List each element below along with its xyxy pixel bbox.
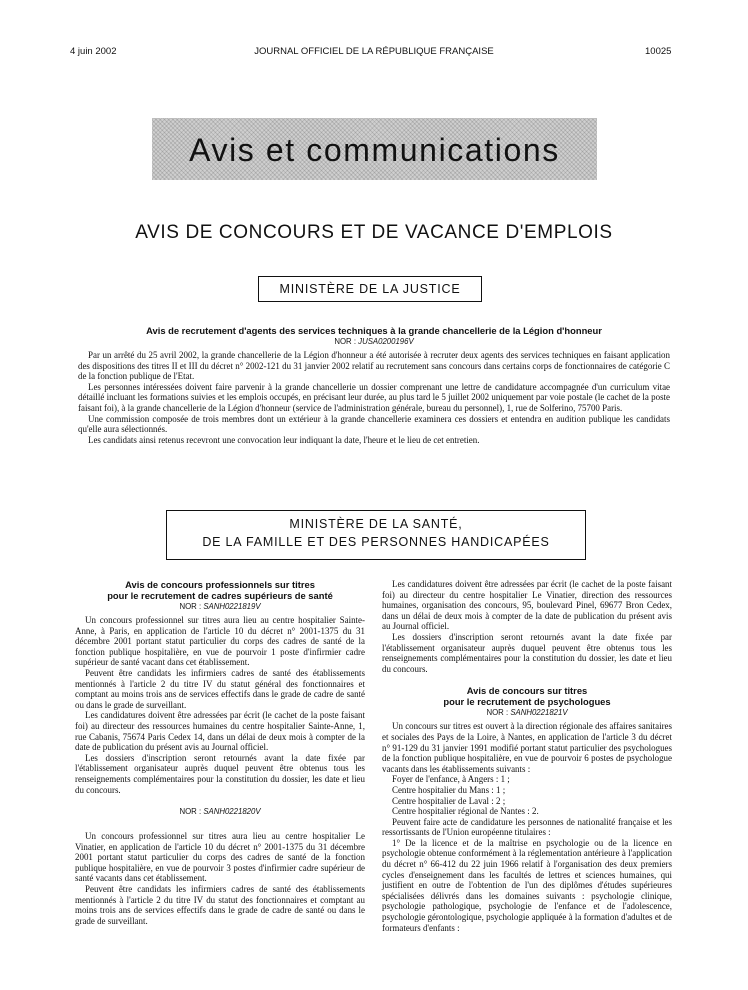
paragraph: Un concours professionnel sur titres aura lieu au centre hospitalier Sainte-Anne, à Paris, en application de l'article 10 du décret n° 2001-1375 du 31 décembre 2001 portant statut particulier du corps des cadres de santé de la fonction publique hospitalière, en vue de pourvoir 1 poste d'infirmier cadre supérieur de santé vacant dans cet établissement. <box>75 615 365 668</box>
paragraph: Peuvent être candidats les infirmiers cadres de santé des établissements mentionnés à l'article 2 du titre IV du statut des fonctionnaires et comptant au moins trois ans de services effectifs dans le grade de cadre de santé ou dans le grade de surveillant. <box>75 884 365 926</box>
list-item: Centre hospitalier régional de Nantes : 2. <box>392 806 539 817</box>
paragraph: Les dossiers d'inscription seront retournés avant la date fixée par l'établissement organisateur auprès duquel peuvent être obtenus tous les renseignements complémentaires pour la constitution du dossier, les date et lieu du concours. <box>75 752 365 795</box>
header-page-number: 10025 <box>645 46 672 57</box>
ministry-sante-line2: DE LA FAMILLE ET DES PERSONNES HANDICAPÉES <box>202 535 550 549</box>
paragraph: Par un arrêté du 25 avril 2002, la grande chancellerie de la Légion d'honneur a été autorisée à recruter deux agents des services techniques en faisant application des dispositions des titres II et III du décret n° 2002-121 du 31 janvier 2002 relatif au recrutement sans concours dans certains corps de fonctionnaires de catégorie C de la fonction publique de l'Etat. <box>78 350 670 382</box>
paragraph: Les candidatures doivent être adressées par écrit (le cachet de la poste faisant foi) au directeur des ressources humaines du centre hospitalier Sainte-Anne, 1, rue Cabanis, 75674 Paris Cedex 14, dans un délai de deux mois à compter de la date de publication du présent avis au Journal officiel. <box>75 710 365 753</box>
nor-label: NOR : <box>334 337 356 346</box>
paragraph: Une commission composée de trois membres dont un extérieur à la grande chancellerie examinera ces dossiers et entendra en audition publique les candidats qu'elle aura sélectionnés. <box>78 413 670 435</box>
article-title: Avis de concours professionnels sur titres <box>125 579 315 590</box>
article-title: Avis de concours sur titres <box>466 685 588 697</box>
paragraph: Les candidatures doivent être adressées par écrit (le cachet de la poste faisant foi) au directeur du centre hospitalier Le Vinatier, direction des ressources humaines, organisation des concours, 95, boulevard Pinel, 69677 Bron Cedex, dans un délai de deux mois à compter de la date de publication du présent avis au Journal officiel. <box>382 579 672 632</box>
paragraph: Les candidats ainsi retenus recevront une convocation leur indiquant la date, l'heure et le lieu de cet entretien. <box>88 434 480 445</box>
list-item: Foyer de l'enfance, à Angers : 1 ; <box>392 774 510 785</box>
nor-label: NOR : <box>179 602 202 611</box>
section-banner <box>152 118 597 180</box>
paragraph: Les dossiers d'inscription seront retournés avant la date fixée par l'établissement organisateur auprès duquel peuvent être obtenus tous les renseignements complémentaires pour la constitution du dossier, les date et lieu du concours. <box>382 631 672 674</box>
article-title: pour le recrutement de psychologues <box>443 696 611 708</box>
article-title: Avis de recrutement d'agents des services techniques à la grande chancellerie de la Légion d'honneur <box>146 325 602 336</box>
nor-line <box>382 708 672 718</box>
article-title: pour le recrutement de cadres supérieurs de santé <box>107 590 333 601</box>
section-heading: AVIS DE CONCOURS ET DE VACANCE D'EMPLOIS <box>135 222 613 243</box>
right-column <box>382 579 672 933</box>
ministry-sante-line1: MINISTÈRE DE LA SANTÉ, <box>289 517 463 531</box>
left-column <box>75 579 365 926</box>
nor-code: SANH0221820V <box>203 807 261 817</box>
nor-line <box>75 602 365 612</box>
banner-title: Avis et communications <box>189 132 560 168</box>
paragraph: Un concours professionnel sur titres aura lieu au centre hospitalier Le Vinatier, en application de l'article 10 du décret n° 2001-1375 du 31 décembre 2001 portant statut particulier du corps des cadres de santé de la fonction publique hospitalière, en vue de pourvoir 3 postes d'infirmier cadre supérieur de santé vacants dans cet établissement. <box>75 831 365 884</box>
paragraph: 1° De la licence et de la maîtrise en psychologie ou de la licence en psychologie obtenue conformément à la réglementation antérieure à l'application du décret n° 66-412 du 22 juin 1966 relatif à l'organisation des deux premiers cycles d'enseignement dans les facultés de lettres et sciences humaines, qui justifient en outre de l'obtention de l'un des diplômes d'études supérieures spécialisées délivrés dans les domaines suivants : psychologie clinique, psychologie pathologique, psychologie de l'enfance et de l'adolescence, psychologie gérontologique, psychologie appliquée à la formation d'adultes et de formateurs d'enfants : <box>382 837 672 933</box>
list-item: Centre hospitalier de Laval : 2 ; <box>392 795 506 806</box>
nor-label: NOR : <box>179 807 202 817</box>
header-journal-title: JOURNAL OFFICIEL DE LA RÉPUBLIQUE FRANÇAISE <box>254 46 494 57</box>
nor-code: SANH0221821V <box>510 708 568 718</box>
nor-line <box>78 337 670 347</box>
nor-label: NOR : <box>486 708 509 718</box>
paragraph: Les personnes intéressées doivent faire parvenir à la grande chancellerie un dossier comprenant une lettre de candidature accompagnée d'un curriculum vitae détaillé incluant les formations suivies et les emplois occupés, en précisant leur durée, au plus tard le 5 juillet 2002 uniquement par voie postale (le cachet de la poste faisant foi), à la grande chancellerie de la Légion d'honneur (service de l'administration générale, bureau du personnel), 1, rue de Solferino, 75700 Paris. <box>78 381 670 413</box>
nor-code: JUSA0200196V <box>358 337 414 346</box>
list-item: Centre hospitalier du Mans : 1 ; <box>392 784 506 795</box>
paragraph: Peuvent faire acte de candidature les personnes de nationalité française et les ressortissants de l'Union européenne titulaires : <box>382 816 672 838</box>
nor-code: SANH0221819V <box>203 602 261 611</box>
nor-line <box>75 807 365 817</box>
paragraph: Un concours sur titres est ouvert à la direction régionale des affaires sanitaires et sociales des Pays de la Loire, à Nantes, en application de l'article 3 du décret n° 91-129 du 31 janvier 1991 modifié portant statut particulier des psychologues de la fonction publique hospitalière, en vue de pourvoir 6 postes de psychologue vacants dans les établissements suivants : <box>382 721 672 774</box>
header-date: 4 juin 2002 <box>70 46 117 57</box>
paragraph: Peuvent être candidats les infirmiers cadres de santé des établissements mentionnés à l'article 2 du titre IV du statut général des fonctionnaires et comptant au moins trois ans de services effectifs dans le grade de cadre de santé ou dans le grade de surveillant. <box>75 667 365 710</box>
ministry-justice-box <box>258 276 482 302</box>
ministry-justice-label: MINISTÈRE DE LA JUSTICE <box>279 282 461 296</box>
ministry-sante-box <box>166 510 586 560</box>
article-legion-honneur <box>78 325 670 445</box>
